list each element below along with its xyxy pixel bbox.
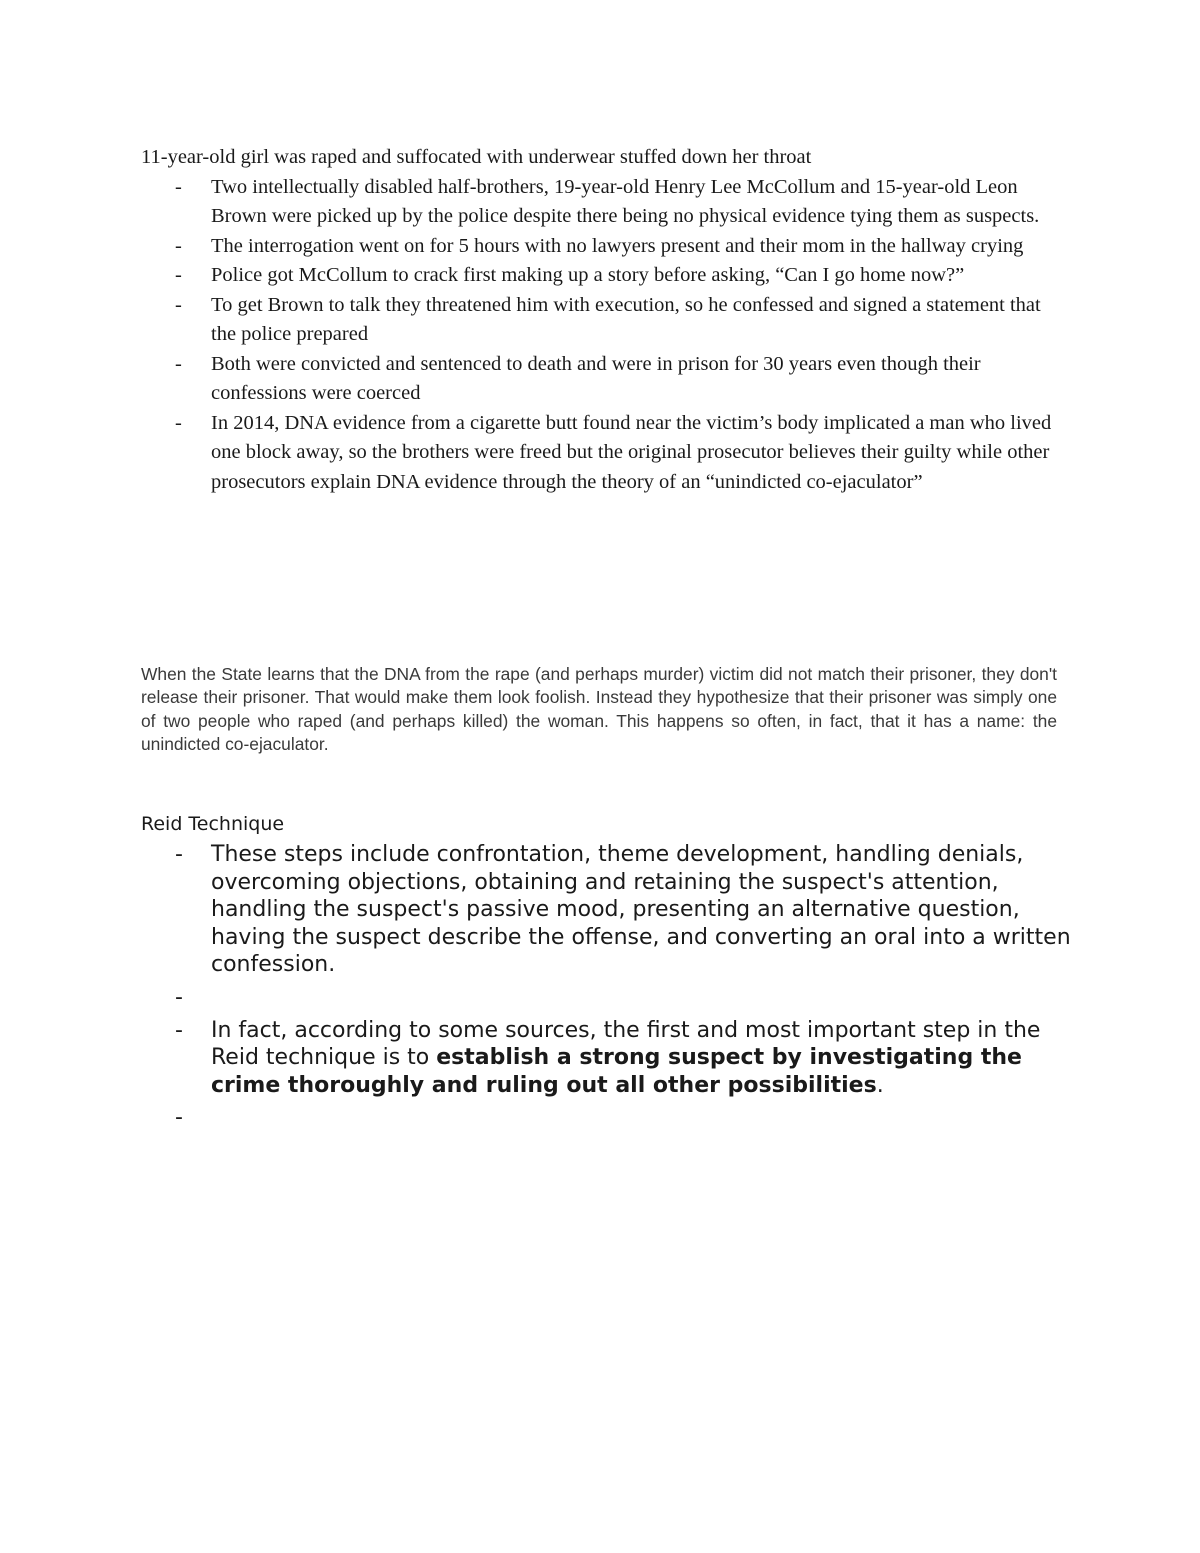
bullet-dash: - <box>175 984 183 1010</box>
emphasized-text: establish a strong suspect by investigating the crime thoroughly and ruling out all other possibilities <box>211 1045 1022 1098</box>
list-item-text: Both were convicted and sentenced to death and were in prison for 30 years even though their confessions were coerced <box>211 352 981 404</box>
list-item-tail: . <box>876 1072 884 1098</box>
list-item <box>141 350 1061 409</box>
bullet-dash: - <box>175 352 182 375</box>
empty-list-item <box>141 1104 1081 1132</box>
case-notes <box>141 143 1061 497</box>
bullet-dash: - <box>175 842 183 867</box>
list-item <box>141 232 1061 262</box>
case-intro: 11-year-old girl was raped and suffocated with underwear stuffed down her throat <box>141 146 812 168</box>
list-item <box>141 841 1081 979</box>
list-item <box>141 1017 1081 1100</box>
bullet-dash: - <box>175 175 182 198</box>
bullet-dash: - <box>175 264 182 286</box>
list-item-text: Two intellectually disabled half-brothers, 19-year-old Henry Lee McCollum and 15-year-old Leon Brown were picked up by the police despite there being no physical evidence tying them as suspects. <box>211 175 1040 227</box>
list-item <box>141 291 1061 350</box>
quoted-paragraph: When the State learns that the DNA from the rape (and perhaps murder) victim did not match their prisoner, they don't release their prisoner. That would make them look foolish. Instead they hypothesize that their prisoner was simply one of two people who raped (and perhaps killed) the woman. This happens so often, in fact, that it has a name: the unindicted co-ejaculator. <box>141 664 1057 755</box>
list-item-text: Police got McCollum to crack first making up a story before asking, “Can I go home now?” <box>211 264 965 286</box>
list-item <box>141 261 1061 291</box>
reid-technique-notes <box>141 841 1081 1137</box>
list-item-lead: In fact, according to some sources, the first and most important step in the Reid technique is to <box>211 1017 1041 1071</box>
empty-list-item <box>141 984 1081 1012</box>
bullet-dash: - <box>175 1017 183 1043</box>
bullet-dash: - <box>175 293 182 316</box>
list-item-text: In 2014, DNA evidence from a cigarette butt found near the victim’s body implicated a man who lived one block away, so the brothers were freed but the original prosecutor believes their guilty while other prosecutors explain DNA evidence through the theory of an “unindicted co-ejaculator” <box>211 411 1052 493</box>
list-item <box>141 173 1061 232</box>
list-item-text: The interrogation went on for 5 hours with no lawyers present and their mom in the hallway crying <box>211 234 1024 257</box>
list-item-text: These steps include confrontation, theme development, handling denials, overcoming objections, obtaining and retaining the suspect's attention, handling the suspect's passive mood, presenting an alternative question, having the suspect describe the offense, and converting an oral into a written confession. <box>211 842 1071 978</box>
list-item <box>141 409 1061 498</box>
list-item-text: To get Brown to talk they threatened him with execution, so he confessed and signed a statement that the police prepared <box>211 293 1041 345</box>
bullet-dash: - <box>175 234 182 257</box>
bullet-dash: - <box>175 411 182 434</box>
reid-list <box>141 841 1081 1132</box>
list-item-text <box>211 1017 1071 1100</box>
case-notes-list <box>141 173 1061 498</box>
section-heading: Reid Technique <box>141 813 285 835</box>
bullet-dash: - <box>175 1105 183 1131</box>
